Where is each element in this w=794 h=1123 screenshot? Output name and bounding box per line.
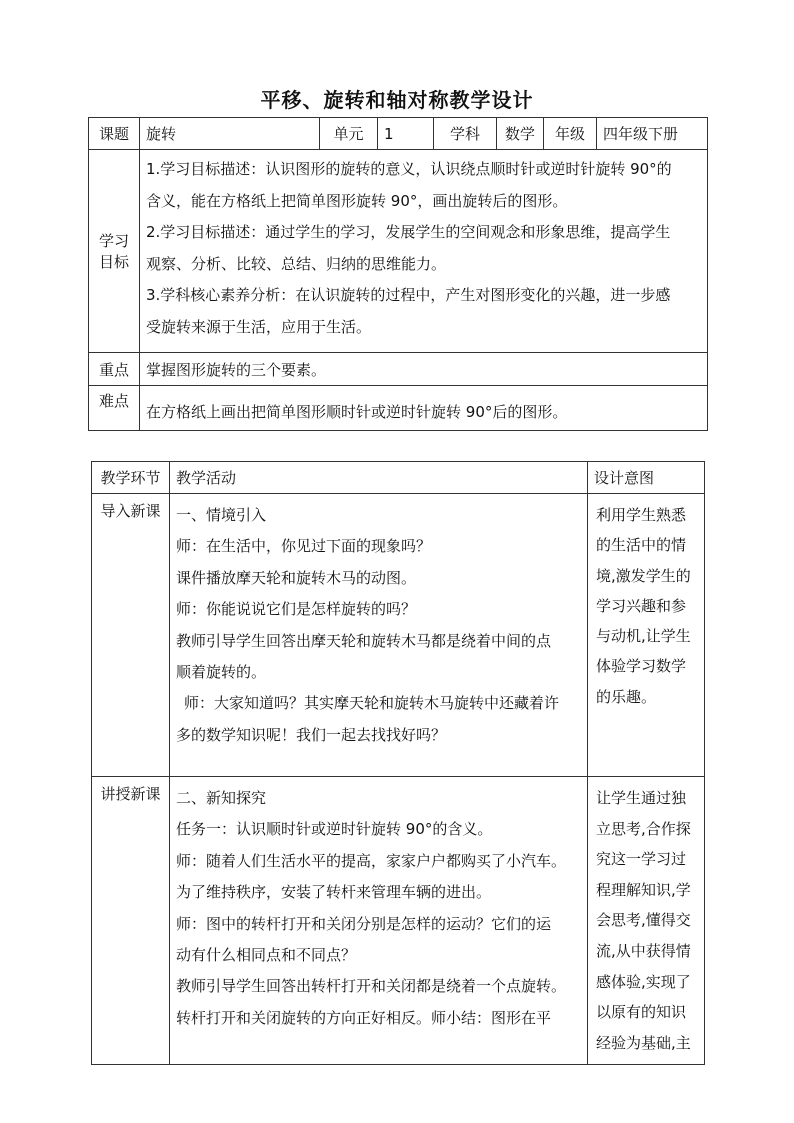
goal-line: 受旋转来源于生活，应用于生活。 [146, 317, 372, 336]
section-intent [588, 777, 705, 1065]
intent-line: 的乐趣。 [596, 687, 657, 706]
teaching-process-table [91, 461, 705, 1065]
activity-line: 教师引导学生回答出摩天轮和旋转木马都是绕着中间的点 [176, 631, 552, 650]
intent-line: 体验学习数学 [596, 657, 687, 676]
grade-value: 四年级下册 [597, 118, 708, 150]
goals-content [140, 150, 708, 353]
intent-line: 以原有的知识 [596, 1003, 687, 1022]
activity-line: 师：图中的转杆打开和关闭分别是怎样的运动？它们的运 [176, 914, 552, 933]
intent-line: 经验为基础,主 [596, 1033, 691, 1052]
activity-line: 二、新知探究 [176, 789, 267, 807]
section-name: 导入新课 [92, 494, 170, 777]
page-title: 平移、旋转和轴对称教学设计 [260, 88, 534, 112]
topic-label: 课题 [89, 118, 140, 150]
intent-line: 的生活中的情 [596, 536, 687, 555]
activity-line: 一、情境引入 [176, 506, 267, 524]
topic-value: 旋转 [140, 118, 320, 150]
intent-line: 流,从中获得情 [596, 941, 691, 960]
header-intent: 设计意图 [588, 462, 705, 494]
activity-line: 动有什么相同点和不同点？ [176, 946, 357, 965]
header-activity: 教学活动 [170, 462, 588, 494]
intent-line: 立思考,合作探 [596, 819, 691, 838]
subject-value: 数学 [497, 118, 544, 150]
header-stage: 教学环节 [92, 462, 170, 494]
unit-label: 单元 [320, 118, 378, 150]
activity-line: 师：在生活中，你见过下面的现象吗？ [176, 537, 432, 556]
goal-line: 3.学科核心素养分析：在认识旋转的过程中，产生对图形变化的兴趣，进一步感 [146, 286, 671, 305]
activity-line: 转杆打开和关闭旋转的方向正好相反。师小结：图形在平 [176, 1008, 552, 1027]
section-name: 讲授新课 [92, 777, 170, 1065]
lesson-info-table [88, 117, 708, 431]
section-activities [170, 777, 588, 1065]
subject-label: 学科 [434, 118, 497, 150]
goals-label [89, 150, 140, 353]
grade-label: 年级 [544, 118, 597, 150]
intent-line: 程理解知识,学 [596, 880, 691, 899]
goal-line: 2.学习目标描述：通过学生的学习，发展学生的空间观念和形象思维，提高学生 [146, 223, 671, 242]
unit-value: 1 [378, 118, 434, 150]
activity-line: 任务一：认识顺时针或逆时针旋转 90°的含义。 [176, 820, 493, 839]
activity-line: 为了维持秩序，安装了转杆来管理车辆的进出。 [176, 883, 492, 902]
intent-line: 让学生通过独 [596, 789, 687, 807]
intent-line: 会思考,懂得交 [596, 911, 691, 930]
difficulty-value: 在方格纸上画出把简单图形顺时针或逆时针旋转 90°后的图形。 [140, 386, 708, 431]
key-value: 掌握图形旋转的三个要素。 [140, 353, 708, 386]
intent-line: 感体验,实现了 [596, 972, 691, 991]
intent-line: 究这一学习过 [596, 850, 687, 869]
activity-line: 多的数学知识呢！我们一起去找找好吗？ [176, 725, 447, 744]
goals-label-line2: 目标 [98, 253, 129, 271]
intent-line: 与动机,让学生 [596, 627, 691, 646]
activity-line: 顺着旋转的。 [176, 663, 267, 682]
activity-line: 师：大家知道吗？其实摩天轮和旋转木马旋转中还藏着许 [184, 694, 560, 713]
goal-line: 含义，能在方格纸上把简单图形旋转 90°，画出旋转后的图形。 [146, 191, 568, 210]
intent-line: 利用学生熟悉 [596, 506, 687, 524]
section-intent [588, 494, 705, 777]
difficulty-label: 难点 [89, 386, 140, 431]
activity-line: 教师引导学生回答出转杆打开和关闭都是绕着一个点旋转。 [176, 977, 567, 996]
intent-line: 学习兴趣和参 [596, 596, 687, 615]
goal-line: 1.学习目标描述：认识图形的旋转的意义，认识绕点顺时针或逆时针旋转 90°的 [146, 160, 672, 178]
activity-line: 课件播放摩天轮和旋转木马的动图。 [176, 568, 417, 587]
activity-line: 师：你能说说它们是怎样旋转的吗？ [176, 600, 417, 619]
key-label: 重点 [89, 353, 140, 386]
goals-label-line1: 学习 [98, 232, 129, 250]
activity-line: 师：随着人们生活水平的提高，家家户户都购买了小汽车。 [176, 851, 567, 870]
section-activities [170, 494, 588, 777]
intent-line: 境,激发学生的 [596, 566, 691, 585]
goal-line: 观察、分析、比较、总结、归纳的思维能力。 [146, 254, 447, 273]
